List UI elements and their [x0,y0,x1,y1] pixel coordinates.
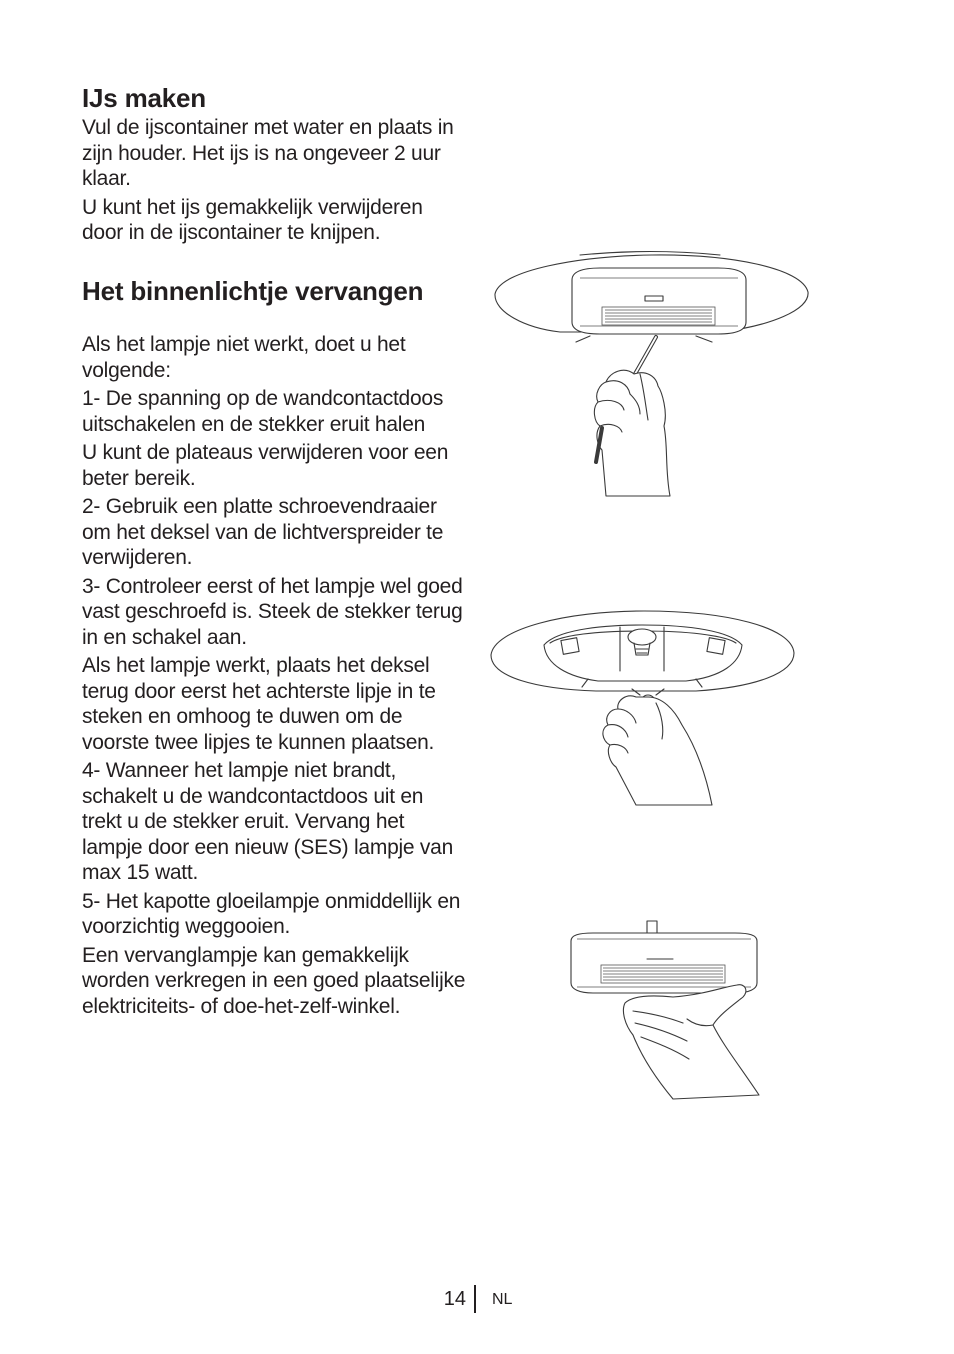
paragraph: U kunt de plateaus verwijderen voor een beter bereik. [82,441,449,490]
paragraph: Een vervanglampje kan gemakkelijk worden verkregen in een goed plaatselijke elektriciteits- of doe-het-zelf-winkel. [82,943,466,1018]
paragraph: 1- De spanning op de wandcontactdoos uitschakelen en de stekker eruit halen [82,387,444,436]
section-ice [82,83,467,249]
section-title: IJs maken [82,83,206,113]
paragraph: 3- Controleer eerst of het lampje wel goed vast geschroefd is. Steek de stekker terug in en schakel aan. [82,574,463,649]
paragraph: Als het lampje niet werkt, doet u het volgende: [82,333,406,382]
paragraph: 2- Gebruik een platte schroevendraaier om het deksel van de lichtverspreider te verwijderen. [82,495,444,569]
page-number: 14 [443,1288,466,1310]
section-light-body [82,332,467,1022]
footer-divider [474,1285,476,1313]
language-code: NL [492,1291,513,1308]
screwdriver-removing-cover-illustration [490,250,812,502]
paragraph: 5- Het kapotte gloeilampje onmiddellijk en voorzichtig weggooien. [82,889,461,938]
paragraph: Als het lampje werkt, plaats het deksel terug door eerst het achterste lipje in te steken en omhoog te duwen om de voorste twee lipjes te kunnen plaatsen. [82,654,436,754]
paragraph: U kunt het ijs gemakkelijk verwijderen door in de ijscontainer te knijpen. [82,195,423,244]
section-light-header [82,276,467,306]
paragraph: Vul de ijscontainer met water en plaats in zijn houder. Het ijs is na ongeveer 2 uur klaar. [82,116,454,190]
hand-screwing-bulb-illustration [486,605,798,805]
page-footer [0,1285,954,1315]
section-title: Het binnenlichtje vervangen [82,276,424,306]
paragraph: 4- Wanneer het lampje niet brandt, schakelt u de wandcontactdoos uit en trekt u de stekker eruit. Vervang het lampje door een nieuw (SES) lampje van max 15 watt. [82,759,454,884]
hand-holding-cover-illustration [563,915,767,1100]
